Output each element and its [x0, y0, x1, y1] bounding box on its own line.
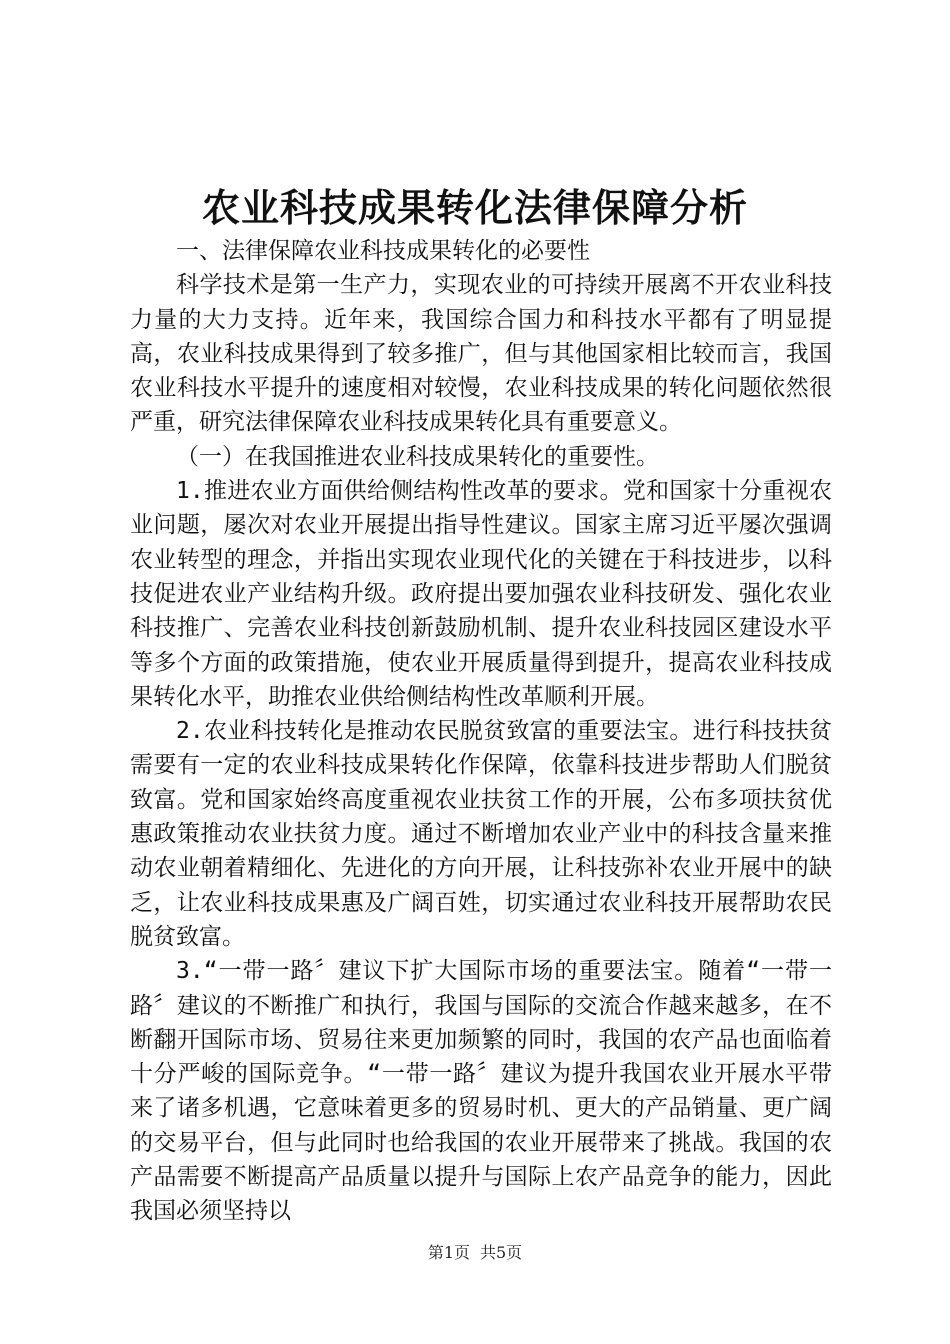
page-number: 第1页 — [427, 1243, 470, 1262]
body-paragraph: 1.推进农业方面供给侧结构性改革的要求。党和国家十分重视农业问题，屡次对农业开展提出指导性建议。国家主席习近平屡次强调农业转型的理念，并指出实现农业现代化的关键在于科技进步，以科技促进农业产业结构升级。政府提出要加强农业科技研发、强化农业科技推广、完善农业科技创新鼓励机制、提升农业科技园区建设水平等多个方面的政策措施，使农业开展质量得到提升，提高农业科技成果转化水平，助推农业供给侧结构性改革顺利开展。 — [130, 478, 832, 710]
section-heading: 一、法律保障农业科技成果转化的必要性 — [176, 238, 590, 264]
subsection-heading: （一）在我国推进农业科技成果转化的重要性。 — [176, 443, 659, 470]
body-paragraph: 2.农业科技转化是推动农民脱贫致富的重要法宝。进行科技扶贫需要有一定的农业科技成果转化作保障，依靠科技进步帮助人们脱贫致富。党和国家始终高度重视农业扶贫工作的开展，公布多项扶贫优惠政策推动农业扶贫力度。通过不断增加农业产业中的科技含量来推动农业朝着精细化、先进化的方向开展，让科技弥补农业开展中的缺乏，让农业科技成果惠及广阔百姓，切实通过农业科技开展帮助农民脱贫致富。 — [130, 718, 832, 950]
document-title: 农业科技成果转化法律保障分析 — [201, 185, 748, 230]
page-footer — [0, 1242, 950, 1264]
document-body — [130, 234, 832, 1229]
body-paragraph: 科学技术是第一生产力，实现农业的可持续开展离不开农业科技力量的大力支持。近年来，我国综合国力和科技水平都有了明显提高，农业科技成果得到了较多推广，但与其他国家相比较而言，我国农业科技水平提升的速度相对较慢，农业科技成果的转化问题依然很严重，研究法律保障农业科技成果转化具有重要意义。 — [130, 272, 832, 436]
body-paragraph: 3.“一带一路〞建议下扩大国际市场的重要法宝。随着“一带一路〞建议的不断推广和执行，我国与国际的交流合作越来越多，在不断翻开国际市场、贸易往来更加频繁的同时，我国的农产品也面临着十分严峻的国际竞争。“一带一路〞建议为提升我国农业开展水平带来了诸多机遇，它意味着更多的贸易时机、更大的产品销量、更广阔的交易平台，但与此同时也给我国的农业开展带来了挑战。我国的农产品需要不断提高产品质量以提升与国际上农产品竞争的能力，因此我国必须坚持以 — [130, 958, 832, 1225]
page-total: 共5页 — [480, 1243, 523, 1262]
